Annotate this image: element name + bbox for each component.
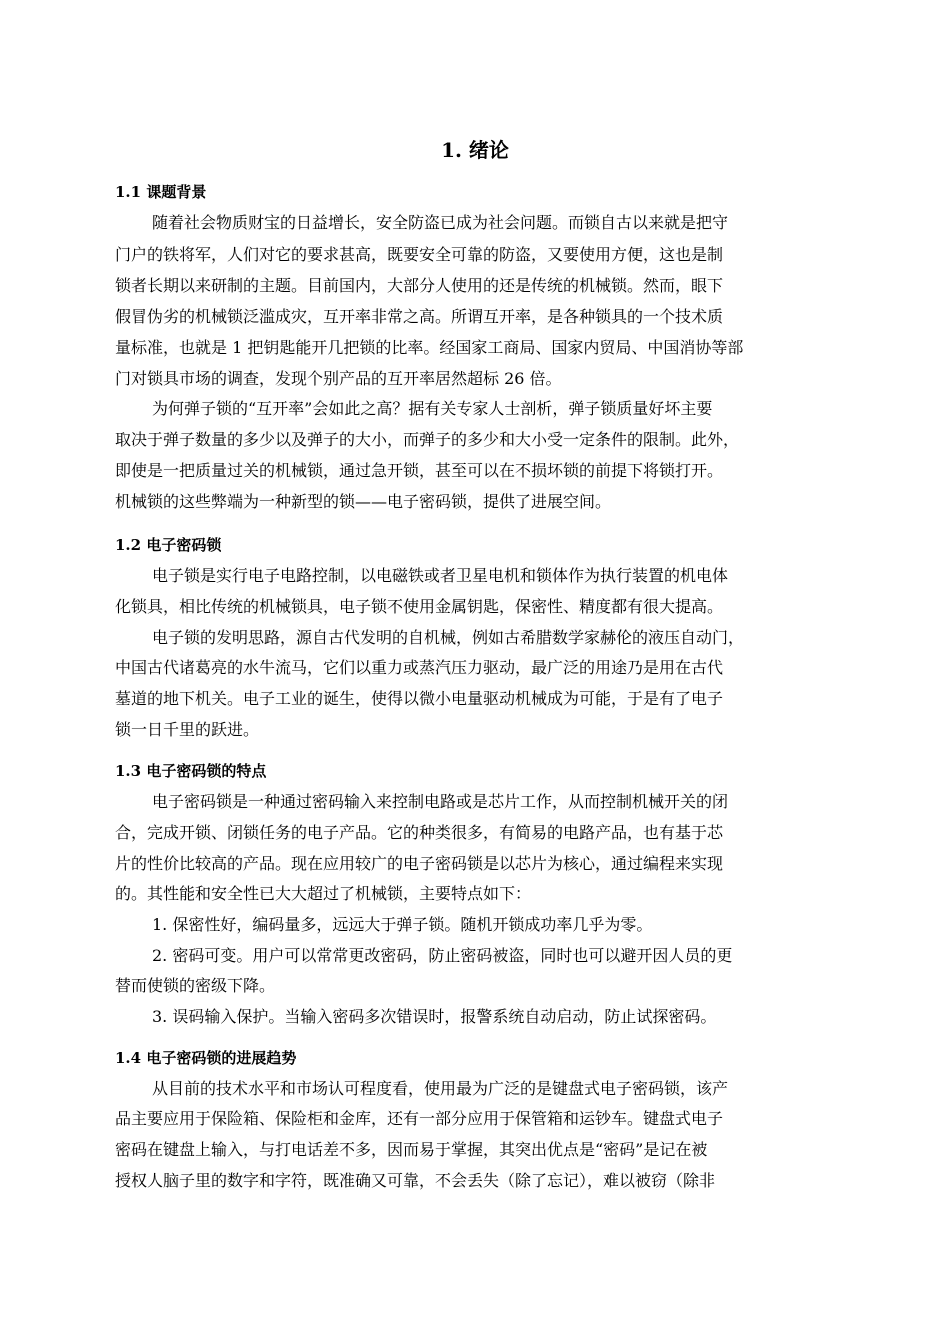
list-item: 3. 误码输入保护。当输入密码多次错误时，报警系统自动启动，防止试探密码。 xyxy=(152,1007,717,1026)
text-line: 门户的铁将军，人们对它的要求甚高，既要安全可靠的防盗，又要使用方便，这也是制 xyxy=(115,245,724,264)
text-line: 品主要应用于保险箱、保险柜和金库，还有一部分应用于保管箱和运钞车。键盘式电子 xyxy=(115,1109,724,1128)
text-line: 即使是一把质量过关的机械锁，通过急开锁，甚至可以在不损坏锁的前提下将锁打开。 xyxy=(115,461,724,480)
list-item-continuation: 替而使锁的密级下降。 xyxy=(115,976,276,995)
text-line: 化锁具，相比传统的机械锁具，电子锁不使用金属钥匙，保密性、精度都有很大提高。 xyxy=(115,597,724,616)
text-line: 的。其性能和安全性已大大超过了机械锁，主要特点如下： xyxy=(115,884,532,903)
text-line: 取决于弹子数量的多少以及弹子的大小，而弹子的多少和大小受一定条件的限制。此外， xyxy=(115,430,740,449)
text-line: 授权人脑子里的数字和字符，既准确又可靠，不会丢失（除了忘记），难以被窃（除非 xyxy=(115,1171,716,1190)
text-line: 假冒伪劣的机械锁泛滥成灾，互开率非常之高。所谓互开率，是各种锁具的一个技术质 xyxy=(115,307,724,326)
list-item: 1. 保密性好，编码量多，远远大于弹子锁。随机开锁成功率几乎为零。 xyxy=(152,915,653,934)
text-line: 随着社会物质财宝的日益增长，安全防盗已成为社会问题。而锁自古以来就是把守 xyxy=(152,213,729,232)
text-line: 从目前的技术水平和市场认可程度看，使用最为广泛的是键盘式电子密码锁，该产 xyxy=(152,1079,729,1098)
text-line: 中国古代诸葛亮的水牛流马，它们以重力或蒸汽压力驱动，最广泛的用途乃是用在古代 xyxy=(115,658,724,677)
section-heading-1-3: 1.3 电子密码锁的特点 xyxy=(115,762,267,780)
text-line: 密码在键盘上输入，与打电话差不多，因而易于掌握，其突出优点是“密码”是记在被 xyxy=(115,1140,708,1159)
chapter-title: 1. 绪论 xyxy=(441,138,509,162)
text-line: 电子锁的发明思路，源自古代发明的自机械，例如古希腊数学家赫伦的液压自动门， xyxy=(152,628,745,647)
text-line: 为何弹子锁的“互开率”会如此之高？据有关专家人士剖析，弹子锁质量好坏主要 xyxy=(152,399,713,418)
text-line: 锁者长期以来研制的主题。目前国内，大部分人使用的还是传统的机械锁。然而，眼下 xyxy=(115,276,724,295)
text-line: 片的性价比较高的产品。现在应用较广的电子密码锁是以芯片为核心，通过编程来实现 xyxy=(115,854,724,873)
text-line: 门对锁具市场的调查，发现个别产品的互开率居然超标 26 倍。 xyxy=(115,369,562,388)
text-line: 合，完成开锁、闭锁任务的电子产品。它的种类很多，有简易的电路产品，也有基于芯 xyxy=(115,823,724,842)
text-line: 电子密码锁是一种通过密码输入来控制电路或是芯片工作，从而控制机械开关的闭 xyxy=(152,792,729,811)
section-heading-1-4: 1.4 电子密码锁的进展趋势 xyxy=(115,1049,297,1067)
section-heading-1-1: 1.1 课题背景 xyxy=(115,183,207,201)
text-line: 量标准，也就是 1 把钥匙能开几把锁的比率。经国家工商局、国家内贸局、中国消协等部 xyxy=(115,338,744,357)
section-heading-1-2: 1.2 电子密码锁 xyxy=(115,536,222,554)
text-line: 墓道的地下机关。电子工业的诞生，使得以微小电量驱动机械成为可能，于是有了电子 xyxy=(115,689,724,708)
text-line: 锁一日千里的跃进。 xyxy=(115,720,260,739)
text-line: 电子锁是实行电子电路控制，以电磁铁或者卫星电机和锁体作为执行装置的机电体 xyxy=(152,566,729,585)
text-line: 机械锁的这些弊端为一种新型的锁——电子密码锁，提供了进展空间。 xyxy=(115,492,612,511)
list-item: 2. 密码可变。用户可以常常更改密码，防止密码被盗，同时也可以避开因人员的更 xyxy=(152,946,733,965)
